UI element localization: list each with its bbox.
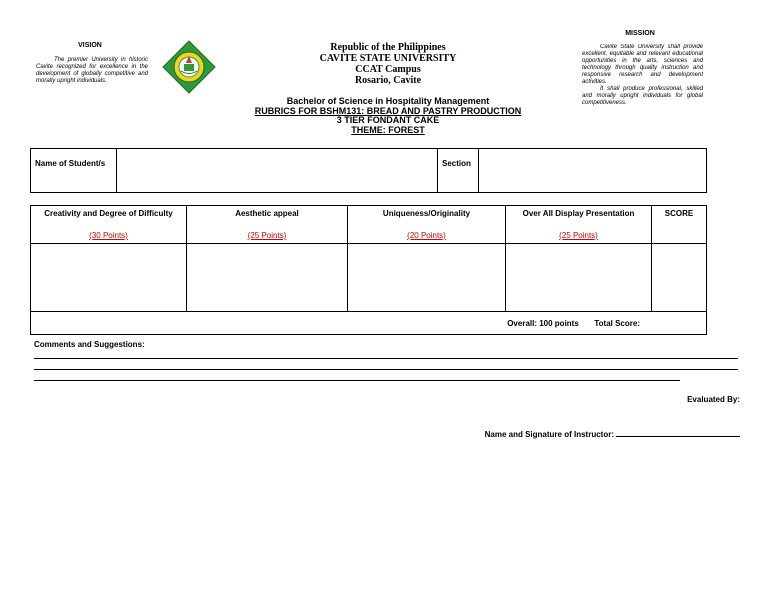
criterion-label: Uniqueness/Originality: [382, 209, 471, 218]
instructor-signature-label: Name and Signature of Instructor:: [484, 430, 614, 439]
comment-line[interactable]: [34, 380, 680, 381]
mission-text: [582, 44, 703, 148]
criterion-header: [348, 206, 506, 244]
criterion-header: [31, 206, 187, 244]
institution-header: [230, 42, 546, 86]
comment-line[interactable]: [34, 358, 738, 359]
rubric-header-row: [31, 206, 707, 244]
comments-label: Comments and Suggestions:: [34, 340, 145, 349]
header-line-4: Rosario, Cavite: [354, 75, 422, 86]
header-line-1: Republic of the Philippines: [330, 42, 446, 53]
vision-text: The premier University in historic Cavite recognized for excellence in the development of globally competitive and morally upright individuals.: [36, 57, 148, 84]
section-field[interactable]: [479, 149, 707, 193]
rubric-title: RUBRICS FOR BSHM131: BREAD AND PASTRY PRODUCTION: [254, 105, 522, 116]
rubric-table: [30, 205, 707, 335]
evaluated-by-label: Evaluated By:: [687, 395, 740, 404]
score-cell[interactable]: [348, 244, 506, 312]
student-info-table: [30, 148, 707, 193]
rubric-total-row: [31, 312, 707, 335]
score-cell[interactable]: [31, 244, 187, 312]
vision-title: VISION: [78, 42, 102, 49]
criterion-points: (25 Points): [247, 231, 287, 240]
score-cell[interactable]: [187, 244, 348, 312]
program-block: [230, 97, 546, 135]
total-cell: [31, 312, 707, 335]
criterion-label: Over All Display Presentation: [522, 209, 635, 218]
criterion-points: (25 Points): [559, 231, 598, 240]
subject-title: 3 TIER FONDANT CAKE: [336, 115, 440, 125]
header-line-2: CAVITE STATE UNIVERSITY: [319, 53, 457, 64]
score-cell[interactable]: [652, 244, 707, 312]
criterion-label: Creativity and Degree of Difficulty: [44, 209, 173, 218]
degree-title: Bachelor of Science in Hospitality Management: [286, 96, 490, 106]
section-label: Section: [438, 149, 479, 193]
score-cell[interactable]: [506, 244, 652, 312]
university-logo: [162, 40, 216, 94]
criterion-label: Aesthetic appeal: [235, 209, 299, 218]
instructor-signature-block: [485, 430, 740, 439]
criterion-points: (20 Points): [407, 231, 446, 240]
mission-paragraph-1: Cavite State University shall provide excellent, equitable and relevant educational opportunities in the arts, sciences and technology through quality instruction and responsive research and development activities.: [582, 44, 703, 85]
score-header: SCORE: [652, 206, 707, 244]
student-name-field[interactable]: [117, 149, 438, 193]
mission-title: MISSION: [625, 30, 655, 37]
criterion-header: [506, 206, 652, 244]
total-score-label: Total Score:: [594, 318, 640, 328]
criterion-points: (30 Points): [89, 231, 128, 240]
theme-title: THEME: FOREST: [351, 124, 425, 135]
header-line-3: CCAT Campus: [355, 64, 421, 75]
signature-line[interactable]: [616, 436, 740, 437]
overall-points-label: Overall: 100 points: [507, 318, 579, 328]
student-name-label: Name of Student/s: [31, 149, 117, 193]
criterion-header: [187, 206, 348, 244]
mission-paragraph-2: It shall produce professional, skilled and morally upright individuals for global competitiveness.: [582, 86, 703, 106]
comment-line[interactable]: [34, 369, 738, 370]
rubric-score-row: [31, 244, 707, 312]
